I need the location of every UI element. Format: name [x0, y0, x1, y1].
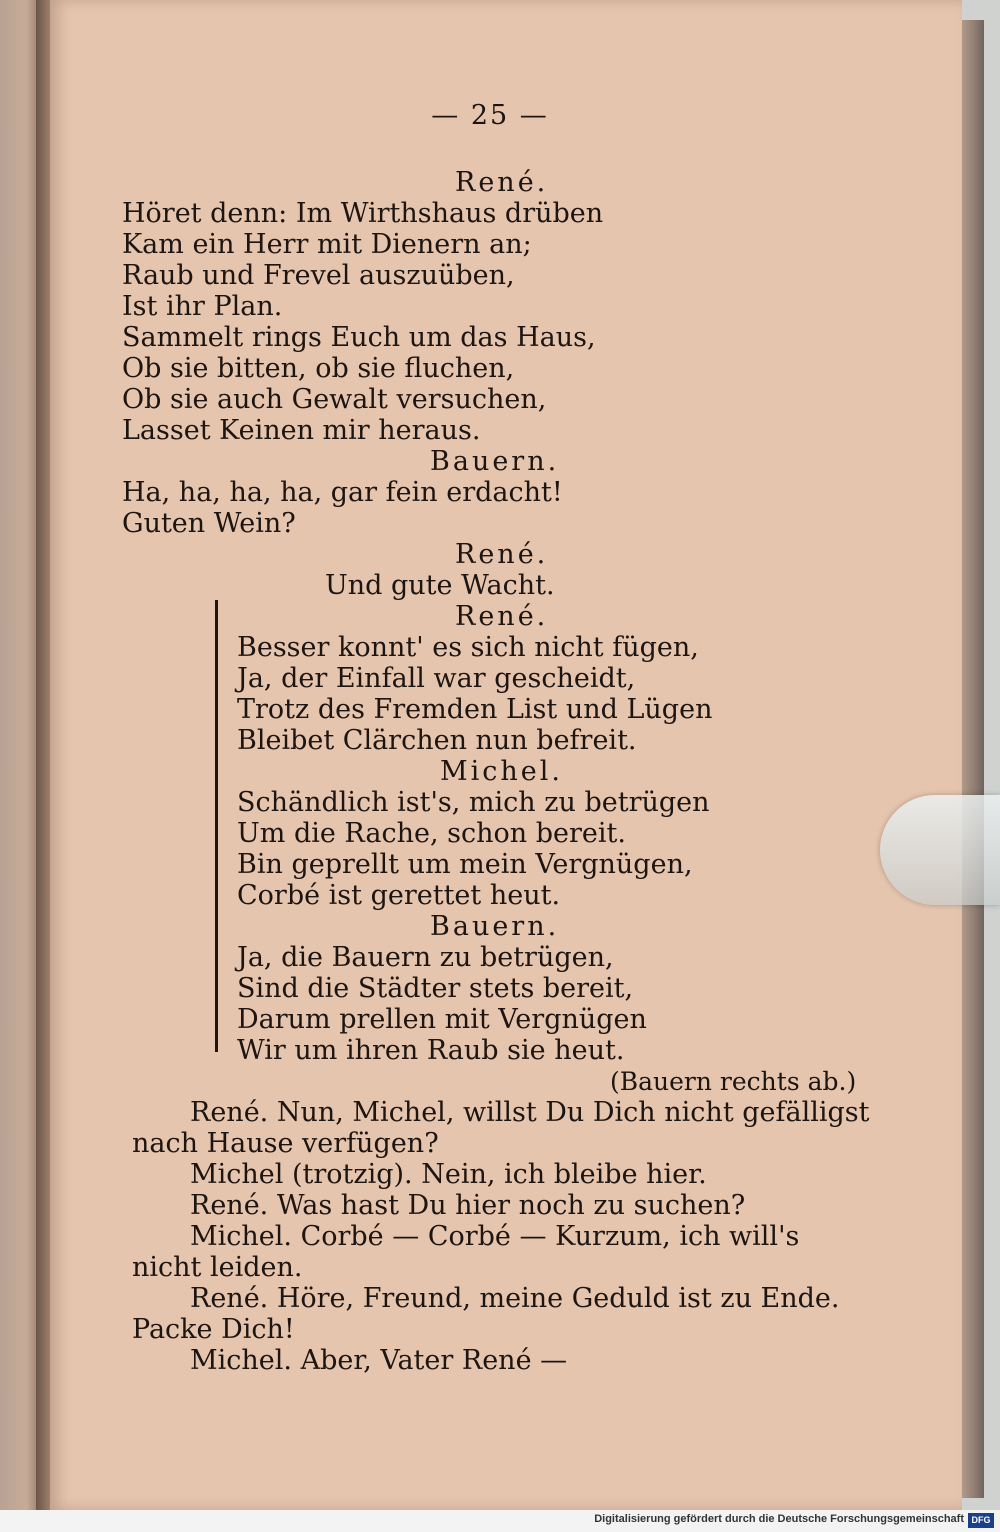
verse-line: Ob sie bitten, ob sie fluchen,: [122, 353, 515, 384]
speaker-label: Bauern.: [430, 911, 560, 942]
footer-bar: [0, 1510, 1000, 1532]
dialogue-line: nach Hause verfügen?: [132, 1128, 439, 1159]
verse-line: Raub und Frevel auszuüben,: [122, 260, 515, 291]
verse-line: Ist ihr Plan.: [122, 291, 283, 322]
speaker-label: René.: [455, 539, 549, 570]
book-spine: [36, 0, 50, 1510]
dfg-logo: DFG: [968, 1513, 994, 1528]
verse-line: Lasset Keinen mir heraus.: [122, 415, 481, 446]
page-edge: [962, 20, 984, 1498]
speaker-label: Bauern.: [430, 446, 560, 477]
page-number: — 25 —: [431, 100, 549, 131]
verse-line: Bleibet Clärchen nun befreit.: [237, 725, 637, 756]
verse-line: Schändlich ist's, mich zu betrügen: [237, 787, 710, 818]
verse-line: Höret denn: Im Wirthshaus drüben: [122, 198, 604, 229]
dialogue-line: nicht leiden.: [132, 1252, 303, 1283]
verse-line: Darum prellen mit Vergnügen: [237, 1004, 647, 1035]
verse-line: Kam ein Herr mit Dienern an;: [122, 229, 532, 260]
verse-line: Trotz des Fremden List und Lügen: [237, 694, 713, 725]
dialogue-line: Michel. Aber, Vater René —: [190, 1345, 568, 1376]
dialogue-line: Michel (trotzig). Nein, ich bleibe hier.: [190, 1159, 707, 1190]
dialogue-line: Packe Dich!: [132, 1314, 295, 1345]
page-clip: [880, 795, 1000, 905]
stage-direction: (Bauern rechts ab.): [610, 1067, 857, 1096]
verse-line: Ja, der Einfall war gescheidt,: [237, 663, 636, 694]
verse-line: Sind die Städter stets bereit,: [237, 973, 634, 1004]
verse-line: Corbé ist gerettet heut.: [237, 880, 561, 911]
verse-line: Sammelt rings Euch um das Haus,: [122, 322, 596, 353]
dialogue-line: René. Was hast Du hier noch zu suchen?: [190, 1190, 746, 1221]
verse-line: Und gute Wacht.: [325, 570, 555, 601]
speaker-label: René.: [455, 167, 549, 198]
ensemble-brace: [215, 600, 228, 1052]
dialogue-line: Michel. Corbé — Corbé — Kurzum, ich will's: [190, 1221, 800, 1252]
funding-note: Digitalisierung gefördert durch die Deutsche Forschungsgemeinschaft: [594, 1513, 964, 1525]
verse-line: Um die Rache, schon bereit.: [237, 818, 626, 849]
verse-line: Ha, ha, ha, ha, gar fein erdacht!: [122, 477, 563, 508]
verse-line: Ob sie auch Gewalt versuchen,: [122, 384, 547, 415]
verse-line: Bin geprellt um mein Vergnügen,: [237, 849, 693, 880]
verse-line: Guten Wein?: [122, 508, 296, 539]
dialogue-line: René. Nun, Michel, willst Du Dich nicht gefälligst: [190, 1097, 870, 1128]
speaker-label: René.: [455, 601, 549, 632]
verse-line: Besser konnt' es sich nicht fügen,: [237, 632, 699, 663]
speaker-label: Michel.: [440, 756, 563, 787]
verse-line: Ja, die Bauern zu betrügen,: [237, 942, 614, 973]
verse-line: Wir um ihren Raub sie heut.: [237, 1035, 625, 1066]
dialogue-line: René. Höre, Freund, meine Geduld ist zu Ende.: [190, 1283, 840, 1314]
